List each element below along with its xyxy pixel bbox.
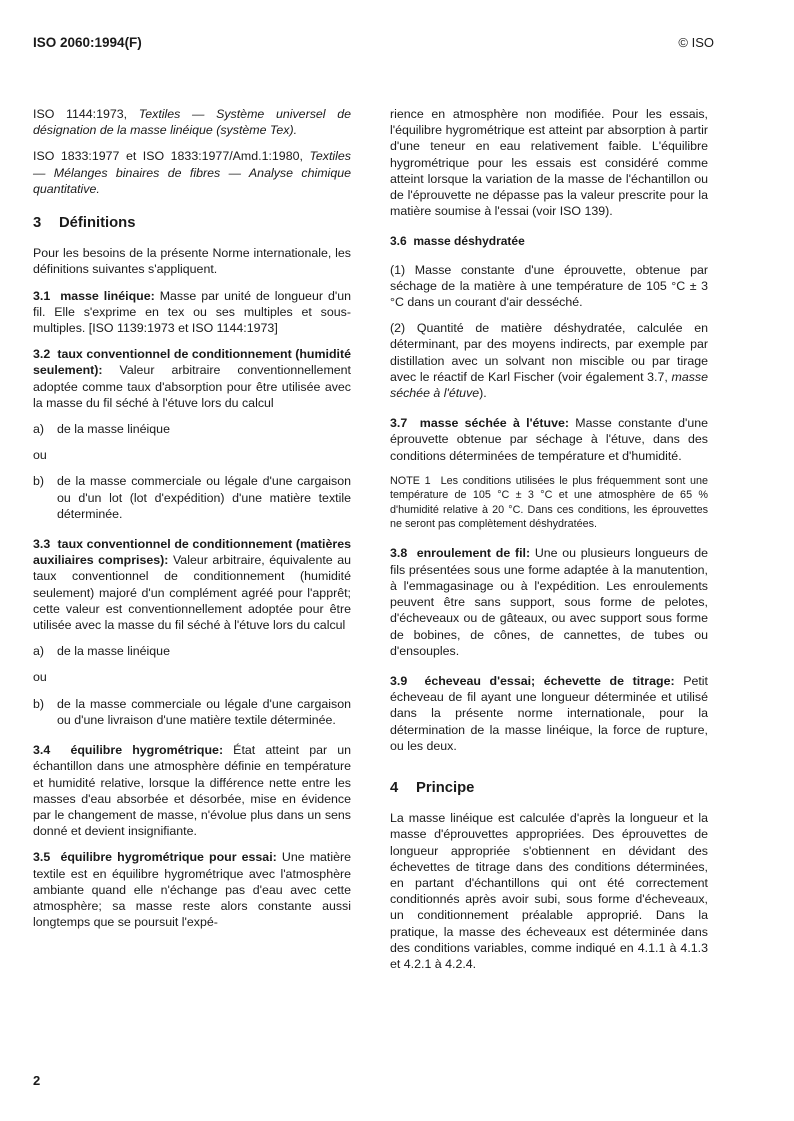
list-conjunction: ou (33, 670, 47, 685)
copyright-mark: © ISO (678, 35, 714, 50)
definition-3-5-continued: rience en atmosphère non modifiée. Pour les essais, l'équilibre hygrométrique est atteint par absorption à partir d'une teneur en eau relativement faible. L'équilibre hygrométrique pour les essais est considéré comme atteint lorsque la variation de la masse de l'échantillon ou de l'éprouvette ne dépasse pas la valeur prescrite pour la matière soumise à l'essai (voir ISO 139). (390, 107, 708, 219)
section-heading-definitions: 3 Définitions (33, 215, 136, 232)
definition-3-6-sense-1: (1) Masse constante d'une éprouvette, obtenue par séchage de la matière à une température de 105 °C ± 3 °C dans un courant d'air desséché. (390, 262, 708, 310)
definitions-intro: Pour les besoins de la présente Norme internationale, les définitions suivantes s'appliquent. (33, 246, 351, 277)
reference-iso-1144: ISO 1144:1973, Textiles — Système universel de désignation de la masse linéique (système Tex). (33, 107, 351, 138)
right-column (390, 106, 708, 982)
definition-3-8: 3.8 enroulement de fil: Une ou plusieurs longueurs de fils présentées sous une forme adaptée à la manutention, à l'emmagasinage ou à l'expédition. Les enroulements peuvent être sans support, sous forme de pelotes, d'écheveaux ou de gâteaux, ou avec support sous forme de bobines, de cônes, de cannettes, de tubes ou d'ensouples. (390, 546, 709, 658)
definition-3-3: 3.3 taux conventionnel de conditionnement (matières auxiliaires comprises): Valeur arbitraire, équivalente au taux conventionnel de conditionnement (humidité seulement) majoré d'un complément agréé pour l'apprêt; cette valeur est conventionnellement adoptée pour être utilisée avec la masse du fil séché à l'étuve lors du calcul (33, 537, 351, 633)
list-item: a) de la masse linéique (33, 422, 170, 437)
principe-paragraph: La masse linéique est calculée d'après la longueur et la masse d'éprouvettes appropriées. Des éprouvettes de longueur appropriée s'obtiennent en dévidant des échevettes de titrage dans des conditions déterminées, en partant d'échantillons qui ont été correctement conditionnés après avoir subi, sous forme d'écheveaux, un conditionnement préalable approprié. Dans la pratique, la masse des écheveaux est déterminée dans des conditions variables, comme indiqué en 4.1.1 à 4.1.3 et 4.2.1 à 4.2.4. (390, 811, 708, 971)
definition-3-6-heading: 3.6 masse déshydratée (390, 234, 525, 249)
list-item: b) de la masse commerciale ou légale d'une cargaison ou d'un lot (lot d'expédition) d'une matière textile déterminée. (33, 474, 351, 521)
list-item: a) de la masse linéique (33, 644, 170, 659)
standard-reference: ISO 2060:1994(F) (33, 35, 142, 50)
definition-3-5: 3.5 équilibre hygrométrique pour essai: Une matière textile est en équilibre hygrométrique avec l'atmosphère ambiante quand elle n'échange pas d'eau avec cette atmosphère; sa masse reste alors constante aussi longtemps que se poursuit l'expé- (33, 850, 352, 930)
definition-3-6-sense-2: (2) Quantité de matière déshydratée, calculée en déterminant, par des moyens indirects, par exemple par distillation avec un solvant non miscible ou par tirage avec le réactif de Karl Fischer (voir également 3.7, masse séchée à l'étuve). (390, 321, 708, 401)
definition-3-4: 3.4 équilibre hygrométrique: État atteint par un échantillon dans une atmosphère définie en température et humidité relative, lorsque la différence nette entre les masses d'eau absorbée et désorbée, mise en évidence par le changement de masse, n'évolue plus dans un sens donné et devient insignifiante. (33, 743, 351, 839)
definition-3-9: 3.9 écheveau d'essai; échevette de titrage: Petit écheveau de fil ayant une longueur déterminée et utilisé dans la présente norme internationale, pour la détermination de la masse linéique, la force de rupture, ou les deux. (390, 673, 708, 753)
note-1: NOTE 1 Les conditions utilisées le plus fréquemment sont une température de 105 °C ± 3 °C et une atmosphère de 65 % d'humidité relative à 20 °C. Dans ces conditions, les éprouvettes ne seront pas complètement déshydratées. (390, 474, 708, 531)
list-item: b) de la masse commerciale ou légale d'une cargaison ou d'une livraison d'une matière textile déterminée. (33, 696, 351, 727)
page-number: 2 (33, 1073, 41, 1088)
section-heading-principe: 4 Principe (390, 779, 475, 796)
list-conjunction: ou (33, 448, 47, 463)
definition-3-7: 3.7 masse séchée à l'étuve: Masse constante d'une éprouvette obtenue par séchage à l'étuve, dans des conditions déterminées de température et d'humidité. (390, 416, 709, 463)
reference-iso-1833: ISO 1833:1977 et ISO 1833:1977/Amd.1:1980, Textiles — Mélanges binaires de fibres — Analyse chimique quantitative. (33, 149, 351, 196)
definition-3-1: 3.1 masse linéique: Masse par unité de longueur d'un fil. Elle s'exprime en tex ou ses multiples et sous-multiples. [ISO 1139:1973 et ISO 1144:1973] (33, 288, 351, 336)
definition-3-2: 3.2 taux conventionnel de conditionnement (humidité seulement): Valeur arbitraire conventionnellement adoptée comme taux d'absorption pour être utilisée avec la masse du fil séché à l'étuve lors du calcul (33, 347, 351, 410)
left-column (33, 106, 351, 940)
